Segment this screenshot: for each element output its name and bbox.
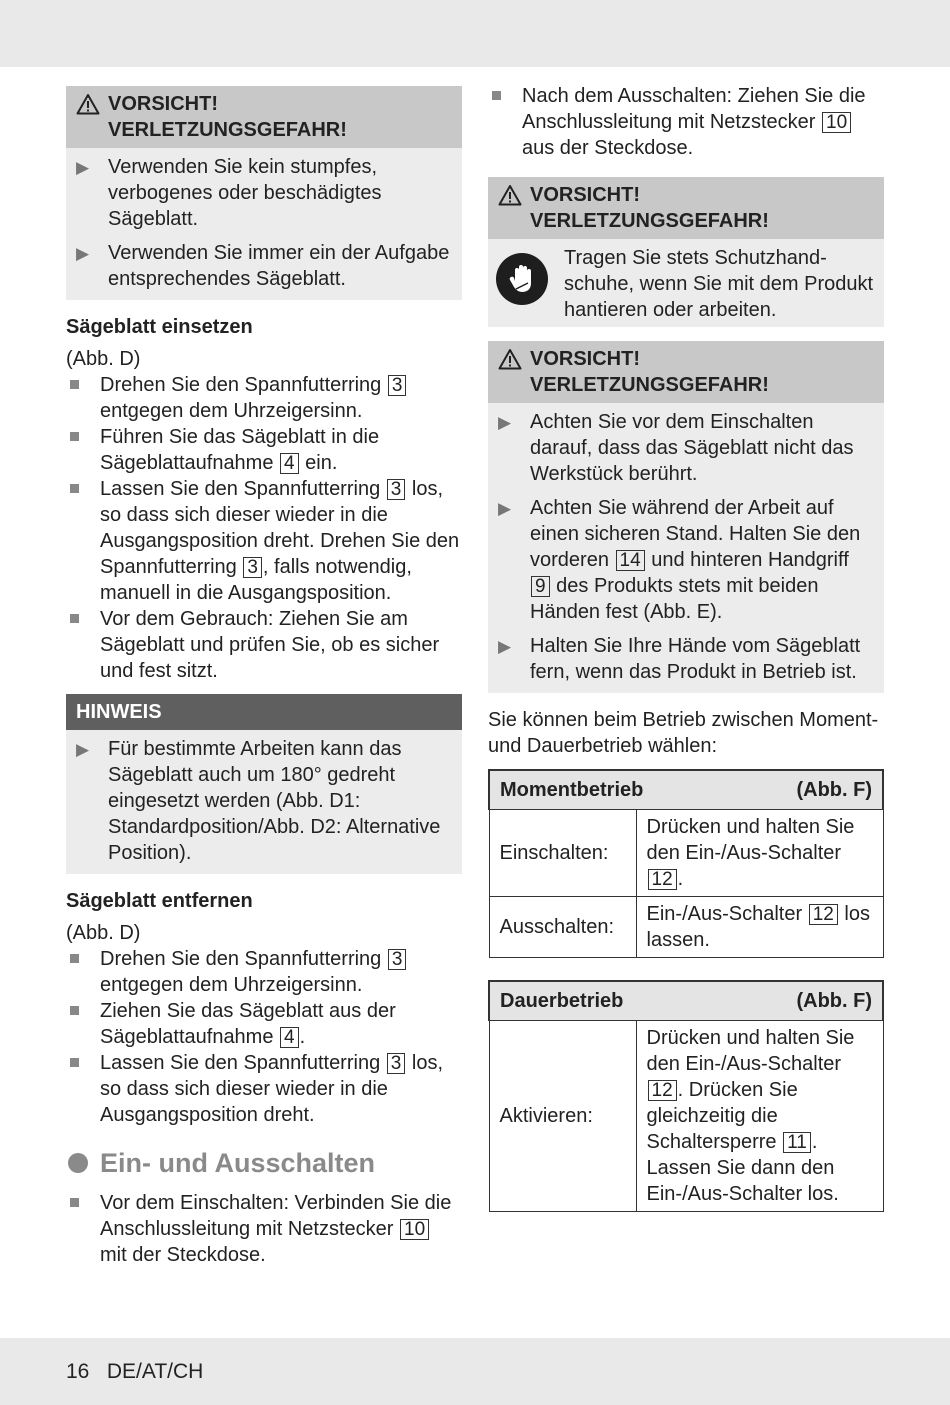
part-number: 12 (809, 904, 838, 925)
table-title: Momentbetrieb (500, 779, 644, 801)
momentary-mode-table (488, 769, 884, 958)
part-number: 4 (280, 453, 299, 474)
part-number: 10 (400, 1219, 429, 1240)
list-item: Vor dem Gebrauch: Ziehen Sie am Sägeblatt und prüfen Sie, ob es sicher und fest sitzt. (66, 606, 462, 684)
bullet-square-icon (66, 998, 100, 1050)
list-item: Ziehen Sie das Sägeblatt aus der Sägeblattaufnahme 4 . (66, 998, 462, 1050)
arrow-right-icon: ▶ (498, 413, 512, 432)
continuous-mode-table (488, 980, 884, 1212)
bullet-square-icon (66, 606, 100, 684)
hint-item: ▶ Für bestimmte Arbeiten kann das Sägeblatt auch um 180° gedreht eingesetzt werden (Abb. D1: Standardposition/Abb. D2: Alternative Position). (76, 738, 441, 864)
warning-item: ▶ Achten Sie während der Arbeit auf einen sicheren Stand. Halten Sie den vorderen 14 und hinteren Handgriff 9 des Produkts stets mit beiden Händen fest (Abb. E). (498, 497, 861, 623)
part-number: 3 (388, 949, 407, 970)
hint-heading: HINWEIS (66, 694, 462, 730)
part-number: 11 (783, 1132, 811, 1153)
arrow-right-icon: ▶ (76, 158, 90, 177)
list-item: Lassen Sie den Spannfutterring 3 los, so dass sich dieser wieder in die Ausgangsposition dreht. (66, 1050, 462, 1128)
warning-item: ▶ Halten Sie Ihre Hände vom Sägeblatt fern, wenn das Produkt in Betrieb ist. (498, 635, 861, 683)
page-footer (66, 1360, 203, 1384)
list-item: Lassen Sie den Spannfutterring 3 los, so dass sich dieser wieder in die Ausgangsposition dreht. Drehen Sie den Spannfutterring 3 , falls notwendig, manuell in die Ausgangsposition. (66, 476, 462, 606)
warning-item: ▶ Verwenden Sie immer ein der Aufgabe entsprechendes Sägeblatt. (76, 242, 450, 290)
warning-triangle-icon (498, 346, 530, 398)
page-number: 16 (66, 1360, 90, 1383)
warning-item: ▶ Verwenden Sie kein stumpfes, verbogenes oder beschädigtes Sägeblatt. (76, 156, 382, 230)
list-item: Drehen Sie den Spannfutterring 3 entgegen dem Uhrzeigersinn. (66, 946, 462, 998)
warning-triangle-icon (498, 182, 530, 234)
table-row: Einschalten: Drücken und halten Sie den Ein-/Aus-Schalter 12 . (489, 810, 883, 897)
part-number: 3 (243, 557, 262, 578)
locale-label: DE/AT/CH (106, 1360, 204, 1383)
warning-box-gloves (488, 177, 884, 327)
warning-box-operation (488, 341, 884, 693)
bullet-square-icon (66, 424, 100, 476)
bullet-square-icon (66, 372, 100, 424)
mode-intro: Sie können beim Betrieb zwischen Moment- und Dauerbetrieb wählen: (488, 709, 879, 757)
list-item: Drehen Sie den Spannfutterring 3 entgegen dem Uhrzeigersinn. (66, 372, 462, 424)
warning-heading: VORSICHT! VERLETZUNGSGEFAHR! (488, 341, 884, 403)
left-column (66, 86, 462, 1268)
part-number: 10 (822, 112, 851, 133)
warning-box-blade (66, 86, 462, 300)
bullet-square-icon (66, 1050, 100, 1128)
part-number: 4 (280, 1027, 299, 1048)
list-item: Nach dem Ausschalten: Ziehen Sie die Anschlussleitung mit Netzstecker 10 aus der Steckdose. (488, 83, 884, 161)
list-item: Führen Sie das Sägeblatt in die Sägeblattaufnahme 4 ein. (66, 424, 462, 476)
figure-ref: (Abb. F) (796, 990, 872, 1012)
bullet-square-icon (488, 83, 522, 161)
warning-subtitle: VERLETZUNGSGEFAHR! (108, 119, 347, 141)
warning-heading (66, 86, 462, 148)
top-bar (0, 0, 950, 67)
arrow-right-icon: ▶ (76, 740, 90, 759)
part-number: 12 (648, 869, 677, 890)
table-row: Ausschalten: Ein-/Aus-Schalter 12 los lassen. (489, 897, 883, 958)
table-title: Dauerbetrieb (500, 990, 624, 1012)
bullet-square-icon (66, 946, 100, 998)
hint-box (66, 694, 462, 874)
right-column (488, 83, 884, 1234)
section-title-insert: Sägeblatt einsetzen (66, 316, 253, 338)
part-number: 12 (648, 1080, 677, 1101)
figure-ref: (Abb. D) (66, 922, 141, 944)
part-number: 14 (616, 550, 645, 571)
figure-ref: (Abb. D) (66, 348, 141, 370)
warning-heading: VORSICHT! VERLETZUNGSGEFAHR! (488, 177, 884, 239)
list-item: Vor dem Einschalten: Verbinden Sie die Anschlussleitung mit Netzstecker 10 mit der Steckdose. (66, 1190, 462, 1268)
part-number: 3 (387, 479, 406, 500)
bullet-square-icon (66, 1190, 100, 1268)
part-number: 3 (387, 1053, 406, 1074)
warning-item: ▶ Achten Sie vor dem Einschalten darauf, dass das Sägeblatt nicht das Werkstück berührt. (498, 411, 854, 485)
bullet-circle-icon (68, 1153, 88, 1173)
table-row: Aktivieren: Drücken und halten Sie den Ein-/Aus-Schalter 12 . Drücken Sie gleichzeitig die Schaltersperre 11 . Lassen Sie dann den Ein-/Aus-Schalter los. (489, 1021, 883, 1212)
section-title-remove: Sägeblatt entfernen (66, 890, 253, 912)
protective-gloves-icon (496, 253, 548, 305)
section-heading-onoff: Ein- und Ausschalten (66, 1146, 462, 1180)
warning-item: Tragen Sie stets Schutzhand-schuhe, wenn Sie mit dem Produkt hantieren oder arbeiten. (488, 239, 884, 327)
warning-triangle-icon (76, 91, 108, 143)
bullet-square-icon (66, 476, 100, 606)
figure-ref: (Abb. F) (796, 779, 872, 801)
part-number: 3 (388, 375, 407, 396)
arrow-right-icon: ▶ (76, 244, 90, 263)
arrow-right-icon: ▶ (498, 637, 512, 656)
warning-title: VORSICHT! (108, 93, 218, 115)
arrow-right-icon: ▶ (498, 499, 512, 518)
part-number: 9 (531, 576, 550, 597)
